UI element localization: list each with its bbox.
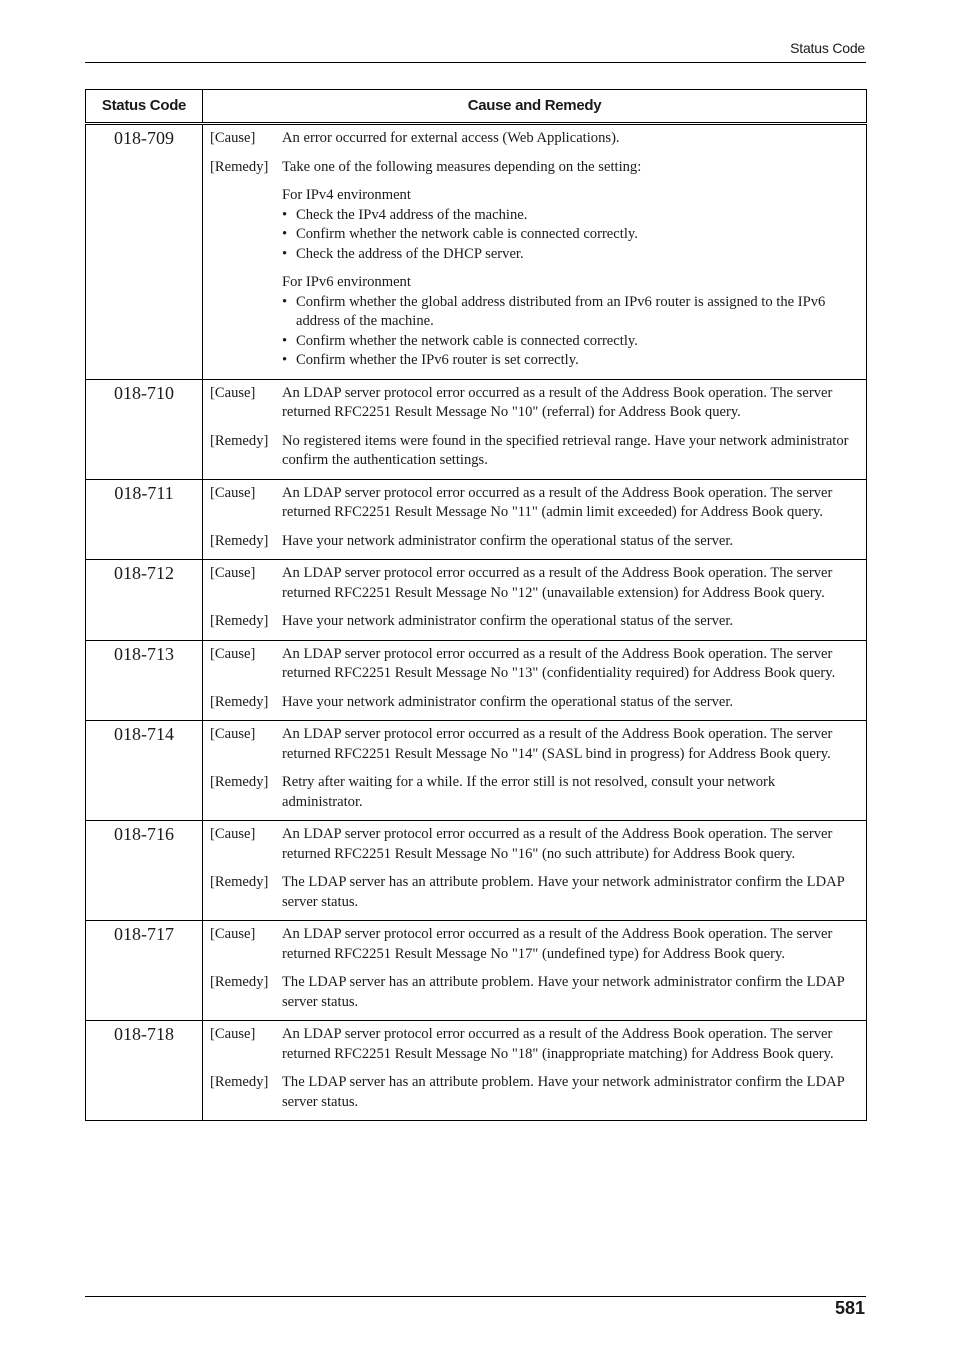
cause-text: An error occurred for external access (Web Applications). [282,130,620,146]
remedy-body [282,612,857,632]
footer-divider [85,1296,866,1297]
bullet-item [282,225,857,245]
remedy-text: Retry after waiting for a while. If the error still is not resolved, consult your network administrator. [282,774,776,810]
ipv6-block [282,273,857,371]
status-code-cell: 018-710 [86,379,203,479]
bullet-text: Confirm whether the global address distributed from an IPv6 router is assigned to the IPv6 address of the machine. [296,293,826,329]
ipv4-heading: For IPv4 environment [282,187,411,203]
bullet-item [282,245,857,265]
cause-entry [210,129,857,149]
page-number: 581 [834,1298,865,1318]
remedy-entry [210,873,857,912]
status-code-cell: 018-716 [86,821,203,921]
running-header: Status Code [790,40,865,56]
cause-text: An LDAP server protocol error occurred as a result of the Address Book operation. The server returned RFC2251 Result Message No "16" (no such attribute) for Address Book query. [282,826,833,862]
cause-label: [Cause] [210,484,256,501]
bullet-icon: • [282,226,288,242]
bullet-item [282,206,857,226]
remedy-entry [210,612,857,632]
cause-label: [Cause] [210,130,256,146]
remedy-label: [Remedy] [210,774,269,790]
ipv6-heading: For IPv6 environment [282,274,411,290]
status-code-cell: 018-714 [86,721,203,821]
remedy-text: Have your network administrator confirm the operational status of the server. [282,613,734,629]
cause-label: [Cause] [210,565,256,581]
cause-label: [Cause] [210,1026,256,1042]
status-code-cell: 018-711 [86,479,203,560]
remedy-body [282,432,857,471]
remedy-body [282,873,857,912]
cause-remedy-cell [203,479,867,560]
cause-remedy-cell [203,124,867,380]
column-header-status-code: Status Code [86,90,203,124]
cause-label: [Cause] [210,384,256,401]
remedy-text: No registered items were found in the specified retrieval range. Have your network administrator confirm the authentication settings. [282,432,849,468]
remedy-entry [210,432,857,471]
remedy-text: The LDAP server has an attribute problem. Have your network administrator confirm the LDAP server status. [282,874,845,910]
cause-remedy-cell [203,721,867,821]
table-row [86,124,867,380]
cause-entry [210,825,857,864]
bullet-icon: • [282,206,288,223]
cause-remedy-cell [203,821,867,921]
table-header-row [86,90,867,124]
table-row [86,1021,867,1121]
remedy-body [282,773,857,812]
table-row [86,821,867,921]
cause-remedy-cell [203,921,867,1021]
bullet-icon: • [282,332,288,349]
ipv4-block [282,186,857,264]
cause-remedy-cell [203,1021,867,1121]
status-code-table [85,89,867,1121]
status-code-cell: 018-717 [86,921,203,1021]
bullet-item [282,351,857,371]
cause-entry [210,645,857,684]
cause-entry [210,725,857,764]
remedy-text: Have your network administrator confirm the operational status of the server. [282,693,734,710]
bullet-icon: • [282,245,288,262]
table-row [86,721,867,821]
remedy-body [282,973,857,1012]
cause-label: [Cause] [210,926,256,942]
cause-text: An LDAP server protocol error occurred as a result of the Address Book operation. The server returned RFC2251 Result Message No "11" (admin limit exceeded) for Address Book query. [282,484,833,520]
remedy-label: [Remedy] [210,432,269,449]
column-header-cause-remedy: Cause and Remedy [203,90,867,124]
cause-entry [210,384,857,423]
remedy-text: The LDAP server has an attribute problem. Have your network administrator confirm the LDAP server status. [282,974,845,1010]
cause-text: An LDAP server protocol error occurred as a result of the Address Book operation. The server returned RFC2251 Result Message No "12" (unavailable extension) for Address Book query. [282,565,833,601]
cause-remedy-cell [203,640,867,721]
bullet-text: Confirm whether the network cable is connected correctly. [296,226,638,242]
remedy-label: [Remedy] [210,613,269,629]
table-row [86,479,867,560]
status-code-cell: 018-713 [86,640,203,721]
cause-label: [Cause] [210,826,256,842]
cause-entry [210,484,857,523]
bullet-text: Confirm whether the network cable is connected correctly. [296,332,638,349]
bullet-item [282,293,857,332]
status-code-cell: 018-712 [86,560,203,641]
remedy-body [282,1073,857,1112]
remedy-body [282,158,857,371]
bullet-icon: • [282,352,288,368]
cause-text: An LDAP server protocol error occurred as a result of the Address Book operation. The server returned RFC2251 Result Message No "13" (confidentiality required) for Address Book query. [282,645,836,681]
table-body [86,124,867,1121]
cause-entry [210,925,857,964]
remedy-label: [Remedy] [210,532,269,549]
remedy-label: [Remedy] [210,974,269,990]
bullet-item [282,332,857,352]
remedy-entry [210,1073,857,1112]
cause-entry [210,564,857,603]
remedy-text: Have your network administrator confirm the operational status of the server. [282,532,734,549]
cause-text: An LDAP server protocol error occurred as a result of the Address Book operation. The server returned RFC2251 Result Message No "17" (undefined type) for Address Book query. [282,926,833,962]
table-row [86,560,867,641]
remedy-label: [Remedy] [210,693,269,710]
cause-text: An LDAP server protocol error occurred as a result of the Address Book operation. The server returned RFC2251 Result Message No "14" (SASL bind in progress) for Address Book query. [282,726,833,762]
cause-text: An LDAP server protocol error occurred as a result of the Address Book operation. The server returned RFC2251 Result Message No "10" (referral) for Address Book query. [282,384,833,420]
remedy-entry [210,773,857,812]
header-divider [85,62,866,63]
table-row [86,379,867,479]
remedy-body [282,532,857,552]
status-code-cell: 018-718 [86,1021,203,1121]
remedy-label: [Remedy] [210,158,269,175]
table-row [86,921,867,1021]
remedy-text: Take one of the following measures depending on the setting: [282,158,642,175]
remedy-text: The LDAP server has an attribute problem. Have your network administrator confirm the LDAP server status. [282,1074,845,1110]
cause-label: [Cause] [210,726,256,742]
remedy-entry [210,532,857,552]
status-code-cell: 018-709 [86,124,203,380]
remedy-body [282,693,857,713]
table-row [86,640,867,721]
remedy-label: [Remedy] [210,874,269,890]
cause-entry [210,1025,857,1064]
remedy-entry [210,973,857,1012]
remedy-label: [Remedy] [210,1074,269,1090]
remedy-entry [210,158,857,371]
cause-remedy-cell [203,560,867,641]
bullet-text: Confirm whether the IPv6 router is set correctly. [296,352,579,368]
cause-text: An LDAP server protocol error occurred as a result of the Address Book operation. The server returned RFC2251 Result Message No "18" (inappropriate matching) for Address Book query. [282,1026,834,1062]
cause-remedy-cell [203,379,867,479]
bullet-text: Check the address of the DHCP server. [296,245,524,262]
remedy-entry [210,693,857,713]
bullet-icon: • [282,293,288,310]
bullet-text: Check the IPv4 address of the machine. [296,206,528,223]
cause-label: [Cause] [210,645,256,662]
